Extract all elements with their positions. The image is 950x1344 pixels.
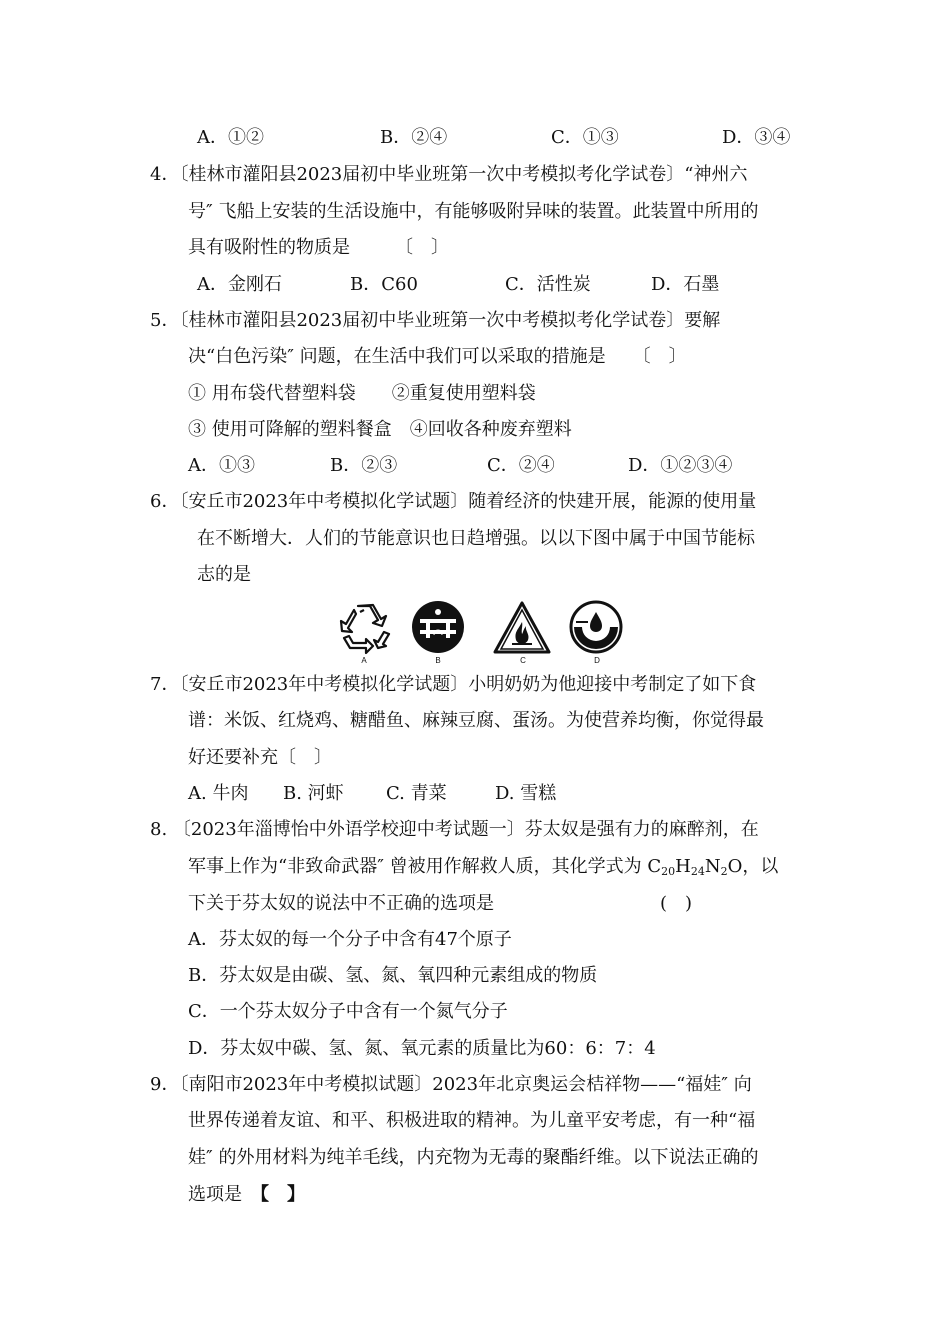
q7-option-c: C. 青菜 xyxy=(386,783,447,804)
formula-sub-h: 24 xyxy=(690,865,705,878)
q5-line-1: 5．〔桂林市灌阳县2023届初中毕业班第一次中考模拟考化学试卷〕要解 xyxy=(150,310,721,331)
q9-line-4-text: 选项是 xyxy=(188,1184,260,1205)
q4-option-a: A．金刚石 xyxy=(197,274,282,295)
figure-label-b: B xyxy=(435,656,441,665)
formula-n: N xyxy=(704,856,721,877)
energy-saving-logo-icon xyxy=(410,600,466,656)
q3-option-b: B．②④ xyxy=(380,127,448,148)
q9-line-1: 9．〔南阳市2023年中考模拟试题〕2023年北京奥运会桔祥物——“福娃″ 向 xyxy=(150,1074,752,1095)
q7-option-b: B. 河虾 xyxy=(283,783,344,804)
q8-line-3: 下关于芬太奴的说法中不正确的选项是 xyxy=(188,893,494,914)
q8-option-d: D．芬太奴中碳、氢、氮、氧元素的质量比为60：6：7：4 xyxy=(188,1038,656,1059)
figure-label-d: D xyxy=(594,656,600,665)
figure-label-c: C xyxy=(520,656,526,665)
q3-option-d: D．③④ xyxy=(722,127,791,148)
q9-line-2: 世界传递着友谊、和平、积极进取的精神。为儿童平安考虑，有一种“福 xyxy=(188,1110,756,1131)
q8-line-1: 8. 〔2023年淄博怡中外语学校迎中考试题一〕芬太奴是强有力的麻醉剂，在 xyxy=(150,819,759,840)
water-saving-icon xyxy=(568,600,624,656)
q6-line-1: 6．〔安丘市2023年中考模拟化学试题〕随着经济的快建开展，能源的使用量 xyxy=(150,491,757,512)
q9-line-4 xyxy=(188,1183,305,1207)
q9-line-3: 娃″ 的外用材料为纯羊毛线，内充物为无毒的聚酯纤维。以下说法正确的 xyxy=(188,1147,759,1168)
q7-option-d: D. 雪糕 xyxy=(495,783,557,804)
q6-line-2: 在不断增大．人们的节能意识也日趋增强。以以下图中属于中国节能标 xyxy=(197,528,755,549)
q4-line-1: 4．〔桂林市灌阳县2023届初中毕业班第一次中考模拟考化学试卷〕“神州六 xyxy=(150,164,748,185)
q8-line-2-text: 军事上作为“非致命武器″ 曾被用作解救人质，其化学式为 C xyxy=(188,856,662,877)
q5-option-c: C．②④ xyxy=(487,455,555,476)
q9-answer-bracket: 【 】 xyxy=(260,1184,305,1205)
formula-sub-n: 2 xyxy=(720,865,728,878)
q7-option-a: A. 牛肉 xyxy=(188,783,249,804)
q5-option-b: B．②③ xyxy=(330,455,398,476)
q7-line-1: 7．〔安丘市2023年中考模拟化学试题〕小明奶奶为他迎接中考制定了如下食 xyxy=(150,674,757,695)
q5-line-2: 决“白色污染″ 问题，在生活中我们可以采取的措施是 〔 〕 xyxy=(188,346,687,367)
flammable-warning-icon xyxy=(492,600,552,656)
q7-line-2: 谱：米饭、红烧鸡、糖醋鱼、麻辣豆腐、蛋汤。为使营养均衡，你觉得最 xyxy=(188,710,764,731)
q3-option-a: A．①② xyxy=(197,127,264,148)
q4-option-c: C．活性炭 xyxy=(505,274,591,295)
q5-option-a: A．①③ xyxy=(188,455,255,476)
q8-line-2 xyxy=(188,855,778,884)
formula-sub-c: 20 xyxy=(661,865,676,878)
q4-line-3: 具有吸附性的物质是 〔 〕 xyxy=(188,237,449,258)
energy-logo-figure xyxy=(330,600,626,668)
q5-line-3: ① 用布袋代替塑料袋 ②重复使用塑料袋 xyxy=(188,383,536,404)
q8-option-c: C．一个芬太奴分子中含有一个氮气分子 xyxy=(188,1001,508,1022)
figure-label-a: A xyxy=(361,656,367,665)
q8-answer-bracket: ( ) xyxy=(660,893,693,914)
q5-option-d: D．①②③④ xyxy=(628,455,733,476)
q8-option-a: A．芬太奴的每一个分子中含有47个原子 xyxy=(188,929,512,950)
q8-line-2-suffix: O，以 xyxy=(727,856,779,877)
q7-line-3: 好还要补充〔 〕 xyxy=(188,747,332,768)
recycle-icon xyxy=(334,600,394,656)
q3-option-c: C．①③ xyxy=(551,127,619,148)
formula-h: H xyxy=(675,856,691,877)
q4-option-b: B．C60 xyxy=(350,274,418,295)
q4-line-2: 号″ 飞船上安装的生活设施中，有能够吸附异味的装置。此装置中所用的 xyxy=(188,201,759,222)
q5-line-4: ③ 使用可降解的塑料餐盒 ④回收各种废弃塑料 xyxy=(188,419,572,440)
q8-option-b: B．芬太奴是由碳、氢、氮、氧四种元素组成的物质 xyxy=(188,965,598,986)
q6-line-3: 志的是 xyxy=(197,564,251,585)
q4-option-d: D．石墨 xyxy=(651,274,720,295)
